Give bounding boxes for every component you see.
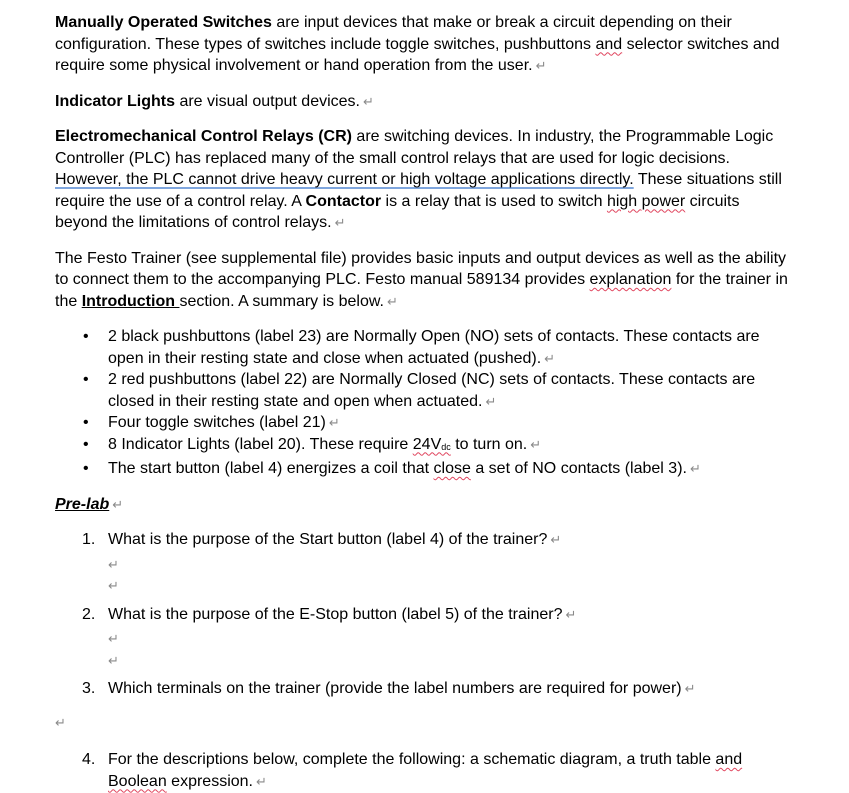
spelling-flag[interactable]: close xyxy=(433,460,471,477)
question-text: For the descriptions below, complete the following: a schematic diagram, a truth table xyxy=(108,751,716,768)
text: selector switches and require some physical involvement or hand operation from the user. xyxy=(55,35,780,74)
bullet-icon: • xyxy=(83,435,89,453)
question-number: 2. xyxy=(82,605,96,623)
document-page xyxy=(55,12,790,792)
text: is a relay that is used to switch xyxy=(381,192,607,210)
text: 2 black pushbuttons (label 23) are Normally Open (NO) sets of contacts. These contacts are open in their resting state and close when actuated (pushed). xyxy=(108,328,760,367)
list-item[interactable] xyxy=(55,434,790,459)
empty-paragraph[interactable] xyxy=(55,714,790,736)
text: for the trainer in the xyxy=(55,271,788,310)
spelling-flag[interactable]: and xyxy=(595,35,623,53)
paragraph-mark-icon: ↵ xyxy=(255,773,267,789)
question-number: 3. xyxy=(82,680,96,697)
term-indicator-lights: Indicator Lights xyxy=(55,92,175,110)
paragraph-festo-trainer[interactable] xyxy=(55,248,790,313)
paragraph-mark-icon: ↵ xyxy=(535,58,547,73)
answer-line[interactable] xyxy=(55,652,790,674)
paragraph-mark-icon: ↵ xyxy=(55,714,66,730)
bullet-icon: • xyxy=(83,460,89,477)
list-item[interactable] xyxy=(55,369,790,412)
voltage-value: 24V xyxy=(412,435,442,453)
paragraph-indicator-lights[interactable] xyxy=(55,91,790,113)
list-item[interactable] xyxy=(55,326,790,369)
question-number: 4. xyxy=(82,751,96,768)
text: circuits beyond the limitations of control relays. xyxy=(55,192,740,231)
text: a set of NO contacts (label 3). xyxy=(470,460,687,477)
paragraph-mark-icon: ↵ xyxy=(689,461,701,476)
paragraph-mark-icon: ↵ xyxy=(565,606,577,622)
spelling-flag[interactable]: Boolean xyxy=(108,772,167,790)
question-1[interactable] xyxy=(55,529,790,551)
question-2[interactable] xyxy=(55,604,790,626)
answer-line[interactable] xyxy=(55,577,790,599)
paragraph-mark-icon: ↵ xyxy=(363,93,374,109)
question-text: What is the purpose of the Start button (label 4) of the trainer? xyxy=(108,531,548,548)
prelab-heading: Pre-lab xyxy=(55,495,110,513)
paragraph-mark-icon: ↵ xyxy=(485,393,497,409)
voltage-subscript: dc xyxy=(441,441,451,452)
term-control-relays: Electromechanical Control Relays (CR) xyxy=(55,128,352,145)
question-3[interactable] xyxy=(55,678,790,700)
answer-line[interactable] xyxy=(55,556,790,578)
spelling-flag[interactable] xyxy=(413,436,451,453)
term-manual-switches: Manually Operated Switches xyxy=(55,14,272,31)
bullet-icon: • xyxy=(83,414,89,431)
text: 8 Indicator Lights (label 20). These require xyxy=(108,435,413,453)
question-number: 1. xyxy=(82,531,96,548)
text: are switching devices. In industry, the Programmable Logic Controller (PLC) has replaced many of the small control relays that are used for logic decisions. xyxy=(55,128,774,167)
spelling-flag[interactable]: and xyxy=(715,751,743,768)
bullet-icon: • xyxy=(83,371,89,388)
paragraph-mark-icon: ↵ xyxy=(108,556,119,572)
paragraph-manual-switches[interactable] xyxy=(55,12,790,77)
question-text: expression. xyxy=(166,772,253,790)
text: The start button (label 4) energizes a coil that xyxy=(108,460,434,477)
paragraph-mark-icon: ↵ xyxy=(112,496,124,512)
list-item[interactable] xyxy=(55,458,790,480)
term-contactor: Contactor xyxy=(305,192,382,210)
spelling-flag[interactable]: high power xyxy=(606,192,686,210)
text: are input devices that make or break a circuit depending on their configuration. These types of switches include toggle switches, pushbuttons xyxy=(55,14,732,53)
text: are visual output devices. xyxy=(175,92,360,110)
introduction-reference: Introduction xyxy=(81,292,180,310)
paragraph-mark-icon: ↵ xyxy=(108,631,119,646)
summary-bullet-list xyxy=(55,326,790,480)
list-item[interactable] xyxy=(55,412,790,434)
paragraph-mark-icon: ↵ xyxy=(684,681,696,696)
question-4[interactable] xyxy=(55,749,790,792)
bullet-icon: • xyxy=(83,328,89,345)
grammar-flag[interactable]: However, the PLC cannot drive heavy current or high voltage applications directly. xyxy=(55,171,634,188)
prelab-heading-line[interactable] xyxy=(55,494,790,516)
spelling-flag[interactable]: explanation xyxy=(589,271,672,288)
paragraph-mark-icon: ↵ xyxy=(334,215,346,230)
paragraph-mark-icon: ↵ xyxy=(386,293,398,309)
paragraph-mark-icon: ↵ xyxy=(108,578,119,593)
text: to turn on. xyxy=(450,435,528,453)
text: 2 red pushbuttons (label 22) are Normally Closed (NC) sets of contacts. These contacts are closed in their resting state and open when actuated. xyxy=(108,371,756,410)
answer-line[interactable] xyxy=(55,630,790,652)
paragraph-mark-icon: ↵ xyxy=(328,415,340,430)
paragraph-control-relays[interactable] xyxy=(55,126,790,234)
text: Four toggle switches (label 21) xyxy=(108,414,326,431)
question-text: What is the purpose of the E-Stop button (label 5) of the trainer? xyxy=(108,605,563,623)
paragraph-mark-icon: ↵ xyxy=(544,350,556,366)
question-text: Which terminals on the trainer (provide the label numbers are required for power) xyxy=(108,680,682,697)
paragraph-mark-icon: ↵ xyxy=(550,532,562,547)
paragraph-mark-icon: ↵ xyxy=(530,436,542,452)
text: These situations still require the use of a control relay. A xyxy=(55,171,782,210)
text: The Festo Trainer (see supplemental file) provides basic inputs and output devices as well as the ability to connect them to the accompanying PLC. Festo manual 589134 provides xyxy=(55,249,787,288)
paragraph-mark-icon: ↵ xyxy=(108,652,119,668)
text: section. A summary is below. xyxy=(179,292,384,310)
